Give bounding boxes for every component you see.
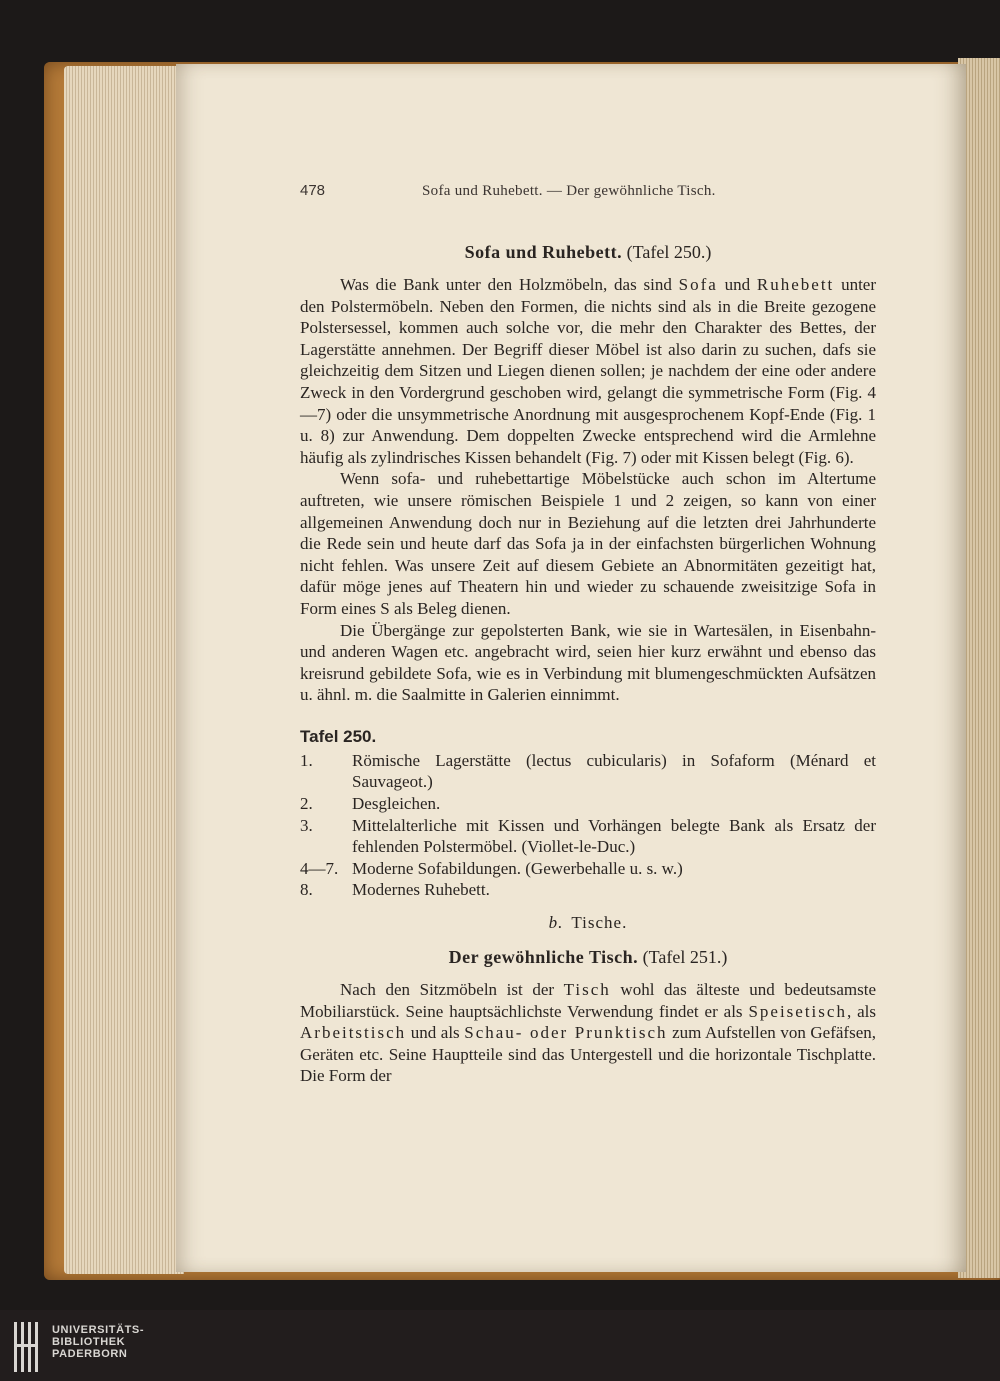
list-item <box>300 750 876 793</box>
emphasis-term: Schau- oder Prunktisch <box>464 1023 668 1043</box>
emphasis-term: Speisetisch <box>748 1001 847 1021</box>
section-title-text: Sofa und Ruhebett. <box>464 242 623 262</box>
tafel-heading: Tafel 250. <box>300 726 377 746</box>
section-title-text: Der gewöhnliche Tisch. <box>448 947 639 968</box>
paragraph: Was die Bank unter den Holzmöbeln, das sind Sofa und Ruhebett unter den Polstermöbeln. Neben den Formen, die nichts sind als in die Breite gezogene Polstersessel, kommen auch solche vor, die mehr den Charakter des Bettes, der Lagerstätte annehmen. Der Begriff dieser Möbel ist also darin zu suchen, dafs sie gleichzeitig dem Sitzen und Liegen dienen sollen; je nachdem der eine oder andere Zweck in den Vordergrund geschoben wird, gelangt die symmetrische Form (Fig. 4—7) oder die unsymmetrische Anordnung mit ausgesprochenem Kopf-Ende (Fig. 1 u. 8) zur Anwendung. Dem doppelten Zwecke entsprechend wird die Armlehne häufig als zylindrisches Kissen behandelt (Fig. 7) oder mit Kissen belegt (Fig. 6). <box>300 275 877 467</box>
list-number: 3. <box>300 815 313 835</box>
list-item <box>300 858 876 880</box>
list-text: Moderne Sofabildungen. (Gewerbehalle u. s. w.) <box>352 858 683 878</box>
page-content <box>300 182 876 1087</box>
list-text: Römische Lagerstätte (lectus cubicularis) in Sofaform (Ménard et Sauvageot.) <box>352 750 876 792</box>
list-text: Mittelalterliche mit Kissen und Vorhängen belegte Bank als Ersatz der fehlenden Polstermöbel. (Viollet-le-Duc.) <box>352 815 876 857</box>
list-item <box>300 879 876 901</box>
list-item <box>300 793 876 815</box>
emphasis-term: Arbeitstisch <box>300 1023 407 1043</box>
emphasis-term: Tisch <box>563 980 611 1000</box>
running-head-title: Sofa und Ruhebett. — Der gewöhnliche Tisch. <box>422 183 716 199</box>
book-page <box>176 64 966 1272</box>
list-number: 1. <box>300 750 313 770</box>
page-edges-left <box>64 66 184 1274</box>
section-title-sofa <box>300 242 876 263</box>
library-logo-icon <box>12 1318 44 1376</box>
section-title-tisch <box>300 947 876 968</box>
list-number: 2. <box>300 794 313 814</box>
library-name: UNIVERSITÄTS- BIBLIOTHEK PADERBORN <box>52 1324 145 1360</box>
paragraph: Nach den Sitzmöbeln ist der Tisch wohl das älteste und bedeutsamste Mobiliarstück. Seine hauptsächlichste Verwendung findet er als Speisetisch, als Arbeitstisch und als Schau- oder Prunktisch zum Aufstellen von Gefäfsen, Geräten etc. Seine Hauptteile sind das Untergestell und die horizontale Tischplatte. Die Form der <box>300 980 876 1086</box>
list-text: Modernes Ruhebett. <box>352 880 490 900</box>
list-text: Desgleichen. <box>352 794 441 814</box>
emphasis-term: Ruhebett <box>756 275 835 294</box>
page-number: 478 <box>300 182 326 199</box>
subsection-heading <box>300 913 876 933</box>
paragraph: Wenn sofa- und ruhebettartige Möbelstücke auch schon im Altertume auftreten, wie unsere römischen Beispiele 1 und 2 zeigen, so kann von einer allgemeinen Anwendung doch nur in Beziehung auf die letzten drei Jahrhunderte die Rede sein und heute darf das Sofa ja in der einfachsten bürgerlichen Wohnung nicht fehlen. Was unsere Zeit auf diesem Gebiete an Abnormitäten gezeitigt hat, dafür möge jenes auf Theatern hin und wieder zu schauende zweisitzige Sofa in Form eines S als Beleg dienen. <box>300 469 876 618</box>
plate-list <box>300 750 876 901</box>
list-item <box>300 815 876 858</box>
subsection-title: Tische. <box>571 913 628 933</box>
library-footer <box>0 1310 1000 1381</box>
emphasis-term: Sofa <box>678 275 718 294</box>
list-number: 8. <box>300 880 313 900</box>
list-number: 4—7. <box>300 858 339 878</box>
section-tafel-ref: (Tafel 250.) <box>626 242 712 262</box>
subsection-letter: b. <box>548 913 564 933</box>
section-tafel-ref: (Tafel 251.) <box>642 947 728 968</box>
paragraph: Die Übergänge zur gepolsterten Bank, wie sie in Wartesälen, in Eisenbahn- und anderen Wagen etc. angebracht wird, seien hier kurz erwähnt und ebenso das kreisrund gebildete Sofa, wie es in Verbindung mit blumengeschmückten Aufsätzen u. ähnl. m. die Saalmitte in Galerien einnimmt. <box>300 620 876 705</box>
running-head <box>300 182 876 200</box>
